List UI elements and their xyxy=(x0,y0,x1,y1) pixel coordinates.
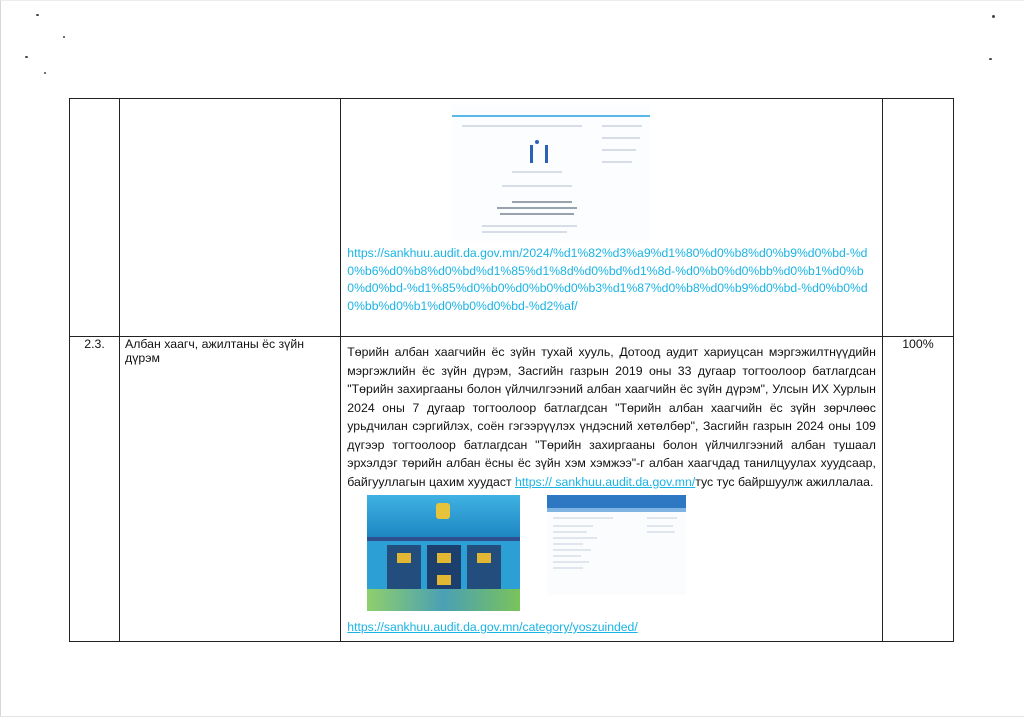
scan-speck xyxy=(25,56,28,58)
table-row xyxy=(70,99,954,337)
website-screenshot xyxy=(452,105,650,241)
table-row xyxy=(70,337,954,642)
row-number: 2.3. xyxy=(84,337,105,351)
scan-speck xyxy=(63,36,65,38)
screenshots-row xyxy=(347,495,876,619)
row-name: Албан хаагч, ажилтаны ёс зүйн дүрэм xyxy=(125,337,304,365)
category-link[interactable]: https://sankhuu.audit.da.gov.mn/category/yoszuinded/ xyxy=(347,620,638,634)
website-homepage-screenshot xyxy=(367,495,520,611)
scan-speck xyxy=(36,14,39,16)
completion-percent: 100% xyxy=(902,337,934,351)
row-name-cell xyxy=(120,99,341,337)
row-percent-cell xyxy=(882,99,953,337)
row-body-cell xyxy=(341,99,883,337)
report-table xyxy=(69,98,954,642)
row-number-cell xyxy=(70,337,120,642)
inline-site-link[interactable]: https:// sankhuu.audit.da.gov.mn/ xyxy=(515,474,696,489)
scan-speck xyxy=(992,15,995,18)
row-name-cell xyxy=(120,337,341,642)
scan-speck xyxy=(44,72,46,74)
reference-link[interactable]: https://sankhuu.audit.da.gov.mn/2024/%d1%82%d3%a9%d1%80%d0%b8%d0%b9%d0%bd-%d0%b6%d0%b8%d0%bd%d1%85%d1%8d%d0%bd%d1%8d-%d0%b0%d0%bb%d0%b1%d0%b0%d0%bd-%d1%85%d0%b0%d0%b0%d0%b3%d1%87%d0%b8%d0%b9%d0%bd-%d0%b0%d0%bb%d0%b1%d0%b0%d0%bd-%d2%af/ xyxy=(347,246,868,313)
emblem-icon xyxy=(436,503,450,519)
emblem-icon xyxy=(530,145,548,163)
description-paragraph: Төрийн албан хаагчийн ёс зүйн тухай хууль, Дотоод аудит хариуцсан мэргэжилтнүүдийн мэргэжлийн ёс зүйн дүрэм, Засгийн газрын 2019 оны 33 дугаар тогтоолоор батлагдсан "Төрийн захиргааны болон үйлчилгээний албан хаагчийн ёс зүйн дүрэм", Улсын ИХ Хурлын 2024 оны 7 дугаар тогтоолоор батлагдсан "Төрийн албан хаагчийн ёс зүйн зөрчлөөс урьдчилан сэргийлэх, соён гэгээрүүлэх үндэсний хөтөлбөр", Засгийн газрын 2024 оны 109 дүгээр тогтоолоор батлагдсан "Төрийн захиргааны болон үйлчилгээний албан тушаал эрхэлдэг төрийн албан ёсны ёс зүйн хэм хэмжээ"-г албан хаагчдад танилцуулах хуудсаар, байгууллагын цахим хуудаст https:// sankhuu.audit.da.gov.mn/тус тус байршуулж ажиллалаа. xyxy=(347,345,876,489)
scan-speck xyxy=(989,58,992,60)
row-body-cell xyxy=(341,337,883,642)
row-number-cell xyxy=(70,99,120,337)
row-percent-cell xyxy=(882,337,953,642)
ethics-page-screenshot xyxy=(547,495,686,595)
